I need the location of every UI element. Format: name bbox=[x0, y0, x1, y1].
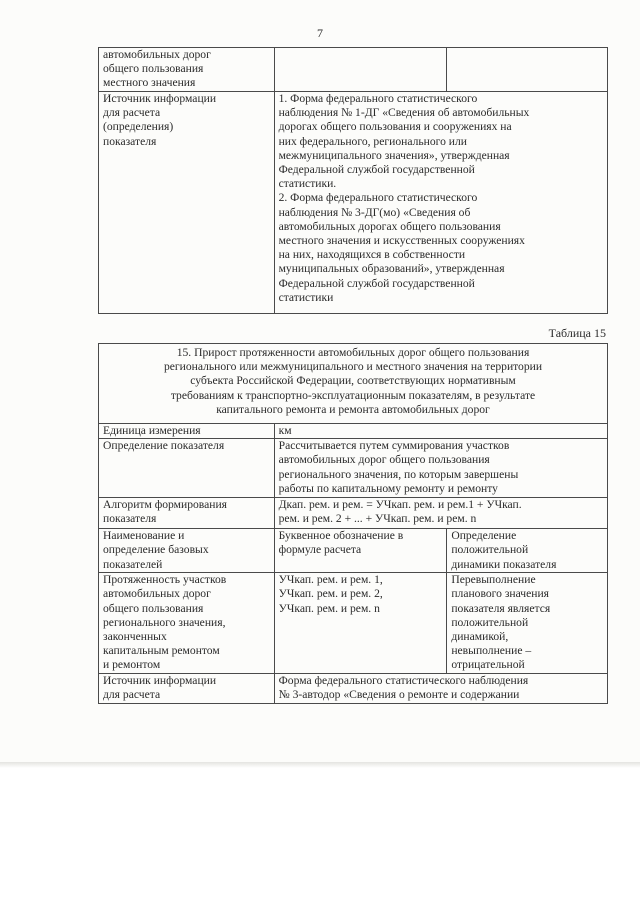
scan-edge bbox=[0, 762, 640, 768]
text-line: показателя является bbox=[451, 601, 551, 615]
text-line: отрицательной bbox=[451, 658, 525, 672]
text-line: статистики. bbox=[278, 177, 337, 191]
text-line: и ремонтом bbox=[103, 658, 161, 672]
text-line: межмуниципального значения», утвержденная bbox=[278, 148, 510, 162]
text-line: субъекта Российской Федерации, соответствующих нормативным bbox=[190, 374, 516, 388]
cell-length-dynamics bbox=[447, 573, 608, 674]
table-15 bbox=[98, 343, 608, 704]
text-line: УЧкап. рем. и рем. 2, bbox=[278, 587, 383, 601]
cell-object-label bbox=[99, 48, 275, 92]
cell-unit-label: Единица измерения bbox=[99, 424, 275, 439]
table-row bbox=[99, 529, 608, 573]
text-line: Протяженность участков bbox=[103, 573, 227, 587]
table-row bbox=[99, 344, 608, 424]
text-line: УЧкап. рем. и рем. 1, bbox=[278, 573, 383, 587]
text-line: статистики bbox=[278, 290, 334, 304]
text-line: динамики показателя bbox=[451, 557, 557, 571]
table-caption: Таблица 15 bbox=[548, 326, 606, 340]
text-line: требованиям к транспортно-эксплуатационным показателям, в результате bbox=[170, 388, 536, 402]
text-line: Перевыполнение bbox=[451, 573, 536, 587]
table-row bbox=[99, 92, 608, 314]
text-line: них федерального, регионального или bbox=[278, 134, 467, 148]
table-row bbox=[99, 498, 608, 529]
text-line: регионального или межмуниципального и местного значения на территории bbox=[163, 360, 543, 374]
text-line: регионального значения, bbox=[103, 615, 226, 629]
table-row bbox=[99, 424, 608, 439]
text-line: положительной bbox=[451, 615, 529, 629]
text-line: наблюдения № 3-ДГ(мо) «Сведения об bbox=[278, 205, 471, 219]
table-continuation bbox=[98, 47, 608, 314]
cell-base-header-symbol bbox=[274, 529, 447, 573]
text-line: планового значения bbox=[451, 587, 550, 601]
text-line: формуле расчета bbox=[278, 543, 362, 557]
text-line: положительной bbox=[451, 543, 529, 557]
text-line: капитальным ремонтом bbox=[103, 644, 220, 658]
text-line: Форма федерального статистического наблюдения bbox=[278, 674, 529, 688]
text-line: показателей bbox=[103, 557, 163, 571]
text-line: автомобильных дорог общего пользования bbox=[278, 453, 490, 467]
text-line: Буквенное обозначение в bbox=[278, 529, 404, 543]
cell-algorithm-formula bbox=[274, 498, 607, 529]
text-line: Наименование и bbox=[103, 529, 185, 543]
text-line: показателя bbox=[103, 134, 157, 148]
text-line: общего пользования bbox=[103, 601, 204, 615]
text-line: Источник информации bbox=[103, 92, 217, 105]
text-line: Алгоритм формирования bbox=[103, 498, 227, 512]
table-title bbox=[99, 344, 608, 424]
text-line: для расчета bbox=[103, 106, 161, 120]
text-line: местного значения и искусственных сооружениях bbox=[278, 234, 525, 248]
text-line: (определения) bbox=[103, 120, 174, 134]
cell-length-label bbox=[99, 573, 275, 674]
text-line: Рассчитывается путем суммирования участков bbox=[278, 439, 510, 453]
table-row bbox=[99, 439, 608, 498]
text-line: муниципальных образований», утвержденная bbox=[278, 262, 505, 276]
text-line: капитального ремонта и ремонта автомобильных дорог bbox=[216, 402, 490, 416]
table-row bbox=[99, 48, 608, 92]
cell-source-value bbox=[274, 674, 607, 704]
text-line: автомобильных дорог bbox=[103, 48, 211, 61]
cell-empty bbox=[447, 48, 608, 92]
text-line: № 3-автодор «Сведения о ремонте и содержании bbox=[278, 688, 520, 702]
cell-definition-label: Определение показателя bbox=[99, 439, 275, 498]
text-line: Определение bbox=[451, 529, 517, 543]
text-line: показателя bbox=[103, 512, 157, 526]
table-row bbox=[99, 573, 608, 674]
text-line: определение базовых bbox=[103, 543, 209, 557]
text-line: наблюдения № 1-ДГ «Сведения об автомобильных bbox=[278, 106, 530, 120]
cell-length-symbols bbox=[274, 573, 447, 674]
text-line: рем. и рем. 2 + ... + УЧкап. рем. и рем. n bbox=[278, 512, 477, 526]
cell-source-label bbox=[99, 674, 275, 704]
cell-base-header-dynamics bbox=[447, 529, 608, 573]
cell-algorithm-label bbox=[99, 498, 275, 529]
text-line: для расчета bbox=[103, 688, 161, 702]
text-line: Дкап. рем. и рем. = УЧкап. рем. и рем.1 + УЧкап. bbox=[278, 498, 522, 512]
text-line: общего пользования bbox=[103, 62, 204, 76]
text-line: 1. Форма федерального статистического bbox=[278, 92, 478, 105]
text-line: дорогах общего пользования и сооружениях на bbox=[278, 120, 512, 134]
cell-definition-value bbox=[274, 439, 607, 498]
text-line: работы по капитальному ремонту и ремонту bbox=[278, 481, 498, 495]
cell-source-value bbox=[274, 92, 607, 314]
text-line: регионального значения, по которым завершены bbox=[278, 467, 519, 481]
cell-base-header-name bbox=[99, 529, 275, 573]
text-line: динамикой, bbox=[451, 630, 509, 644]
text-line: УЧкап. рем. и рем. n bbox=[278, 601, 380, 615]
cell-empty bbox=[274, 48, 447, 92]
text-line: Федеральной службой государственной bbox=[278, 276, 475, 290]
text-line: на них, находящихся в собственности bbox=[278, 248, 466, 262]
page-number: 7 bbox=[317, 26, 323, 40]
text-line: Источник информации bbox=[103, 674, 217, 688]
text-line: 2. Форма федерального статистического bbox=[278, 191, 478, 205]
text-line: местного значения bbox=[103, 76, 196, 90]
text-line: 15. Прирост протяженности автомобильных дорог общего пользования bbox=[176, 346, 530, 359]
table-row bbox=[99, 674, 608, 704]
cell-unit-value: км bbox=[274, 424, 607, 439]
text-line: автомобильных дорог bbox=[103, 587, 211, 601]
text-line: невыполнение – bbox=[451, 644, 532, 658]
cell-source-label bbox=[99, 92, 275, 314]
text-line: Федеральной службой государственной bbox=[278, 163, 475, 177]
text-line: законченных bbox=[103, 630, 167, 644]
text-line: автомобильных дорогах общего пользования bbox=[278, 219, 501, 233]
